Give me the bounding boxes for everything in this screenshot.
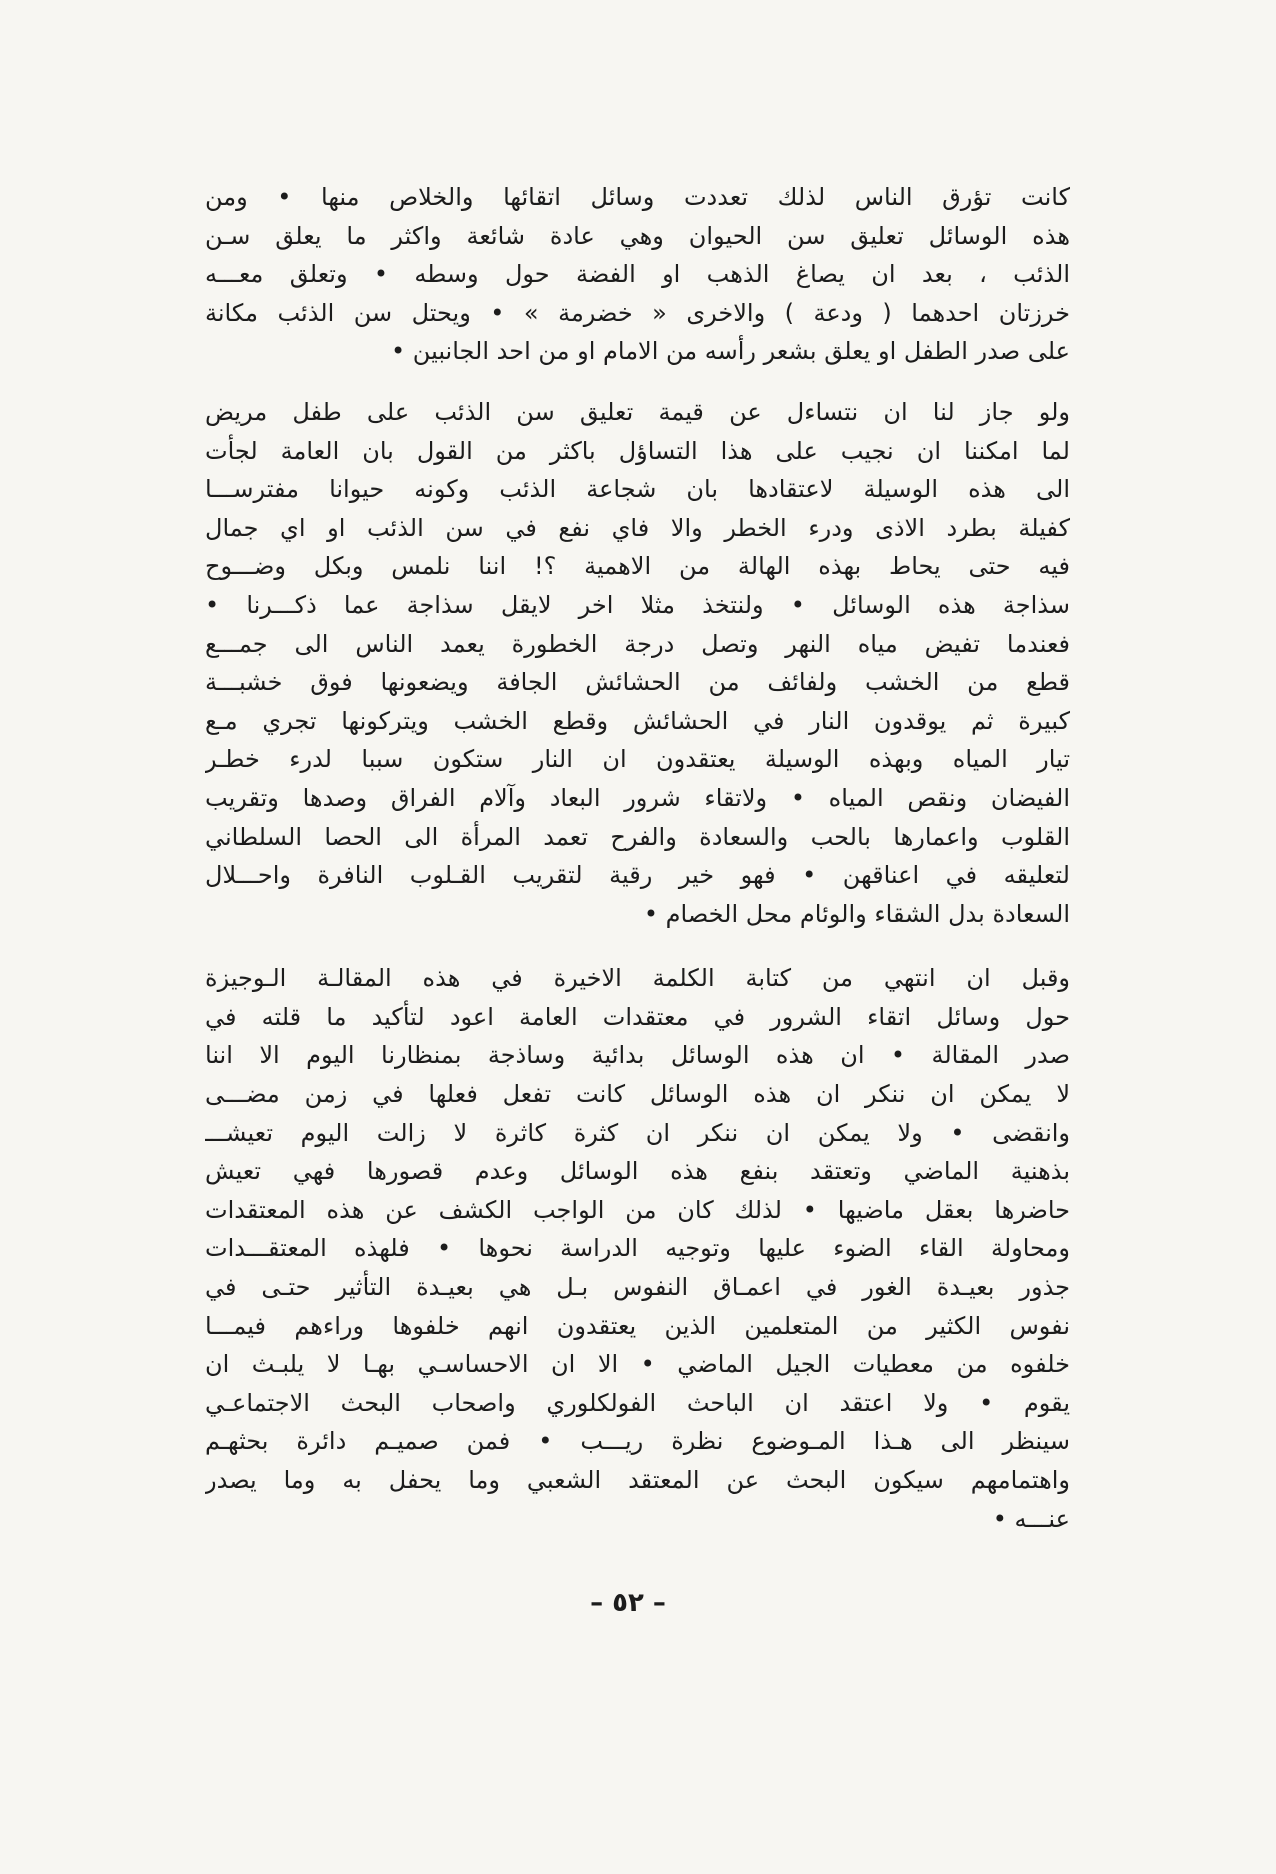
text-line: لا يمكن ان ننكر ان هذه الوسائل كانت تفعل فعلها في زمن مضـــى (205, 1080, 1070, 1109)
text-line: الفيضان ونقص المياه • ولاتقاء شرور البعاد وآلام الفراق وصدها وتقريب (205, 783, 1070, 812)
text-line: صدر المقالة • ان هذه الوسائل بدائية وساذجة بمنظارنا اليوم الا اننا (205, 1041, 1070, 1070)
text-line: واهتمامهم سيكون البحث عن المعتقد الشعبي وما يحفل به وما يصدر (205, 1466, 1070, 1494)
text-line: كفيلة بطرد الاذى ودرء الخطر والا فاي نفع في سن الذئب او اي جمال (205, 513, 1070, 542)
body-text (205, 178, 1070, 1538)
text-line: تيار المياه وبهذه الوسيلة يعتقدون ان النار ستكون سببا لدرء خطـر (205, 745, 1070, 774)
paragraph-2 (205, 393, 1070, 933)
text-line: كبيرة ثم يوقدون النار في الحشائش وقطع الخشب ويتركونها تجري مـع (205, 706, 1070, 735)
text-line: حاضرها بعقل ماضيها • لذلك كان من الواجب الكشف عن هذه المعتقدات (205, 1195, 1070, 1224)
text-line: سينظر الى هـذا المـوضوع نظرة ريـــب • فمن صميـم دائرة بحثهـم (205, 1427, 1070, 1456)
text-line: ومحاولة القاء الضوء عليها وتوجيه الدراسة نحوها • فلهذه المعتقـــدات (205, 1234, 1070, 1263)
paragraph-spacer (205, 933, 1070, 959)
paragraph-3 (205, 959, 1070, 1538)
text-line: وقبل ان انتهي من كتابة الكلمة الاخيرة في هذه المقالـة الـوجيزة (205, 964, 1070, 993)
text-line: القلوب واعمارها بالحب والسعادة والفرح تعمد المرأة الى الحصا السلطاني (205, 822, 1070, 851)
page-number: – ٥٢ – (590, 1588, 666, 1618)
text-line: خلفوه من معطيات الجيل الماضي • الا ان الاحساسـي بهـا لا يلبـث ان (205, 1350, 1070, 1379)
text-line: الذئب ، بعد ان يصاغ الذهب او الفضة حول وسطه • وتعلق معـــه (205, 260, 1070, 289)
text-line: بذهنية الماضي وتعتقد بنفع هذه الوسائل وعدم قصورها فهي تعيش (205, 1157, 1070, 1186)
text-line: ولو جاز لنا ان نتساءل عن قيمة تعليق سن الذئب على طفل مريض (205, 397, 1070, 426)
text-line: وانقضى • ولا يمكن ان ننكر ان كثرة كاثرة لا زالت اليوم تعيشـــ (205, 1118, 1070, 1147)
text-line: كانت تؤرق الناس لذلك تعددت وسائل اتقائها والخلاص منها • ومن (205, 183, 1070, 211)
text-line: على صدر الطفل او يعلق بشعر رأسه من الامام او من احد الجانبين • (391, 337, 1070, 366)
text-line: خرزتان احدهما ( ودعة ) والاخرى « خضرمة » • ويحتل سن الذئب مكانة (205, 298, 1070, 327)
paragraph-1 (205, 178, 1070, 371)
text-line: يقوم • ولا اعتقد ان الباحث الفولكلوري واصحاب البحث الاجتماعـي (205, 1388, 1070, 1417)
text-line: فعندما تفيض مياه النهر وتصل درجة الخطورة يعمد الناس الى جمـــع (205, 629, 1070, 658)
text-line: جذور بعيـدة الغور في اعمـاق النفوس بـل هي بعيـدة التأثير حتـى في (205, 1273, 1070, 1302)
text-line: السعادة بدل الشقاء والوئام محل الخصام • (643, 899, 1070, 928)
text-line: نفوس الكثير من المتعلمين الذين يعتقدون انهم خلفوها وراءهم فيمـــا (205, 1311, 1070, 1340)
text-line: هذه الوسائل تعليق سن الحيوان وهي عادة شائعة واكثر ما يعلق سـن (205, 221, 1070, 250)
text-line: فيه حتى يحاط بهذه الهالة من الاهمية ؟! اننا نلمس وبكل وضـــوح (205, 552, 1070, 581)
text-line: سذاجة هذه الوسائل • ولنتخذ مثلا اخر لايقل سذاجة عما ذكـــرنا • (205, 590, 1070, 619)
text-line: لتعليقه في اعناقهن • فهو خير رقية لتقريب القـلوب النافرة واحـــلال (205, 861, 1070, 890)
text-line: حول وسائل اتقاء الشرور في معتقدات العامة اعود لتأكيد ما قلته في (205, 1002, 1070, 1031)
text-line: عنـــه • (992, 1504, 1070, 1533)
text-line: قطع من الخشب ولفائف من الحشائش الجافة ويضعونها فوق خشبـــة (205, 668, 1070, 697)
text-line: لما امكننا ان نجيب على هذا التساؤل باكثر من القول بان العامة لجأت (205, 436, 1070, 465)
text-line: الى هذه الوسيلة لاعتقادها بان شجاعة الذئب وكونه حيوانا مفترســـا (205, 475, 1070, 504)
paragraph-spacer (205, 371, 1070, 393)
